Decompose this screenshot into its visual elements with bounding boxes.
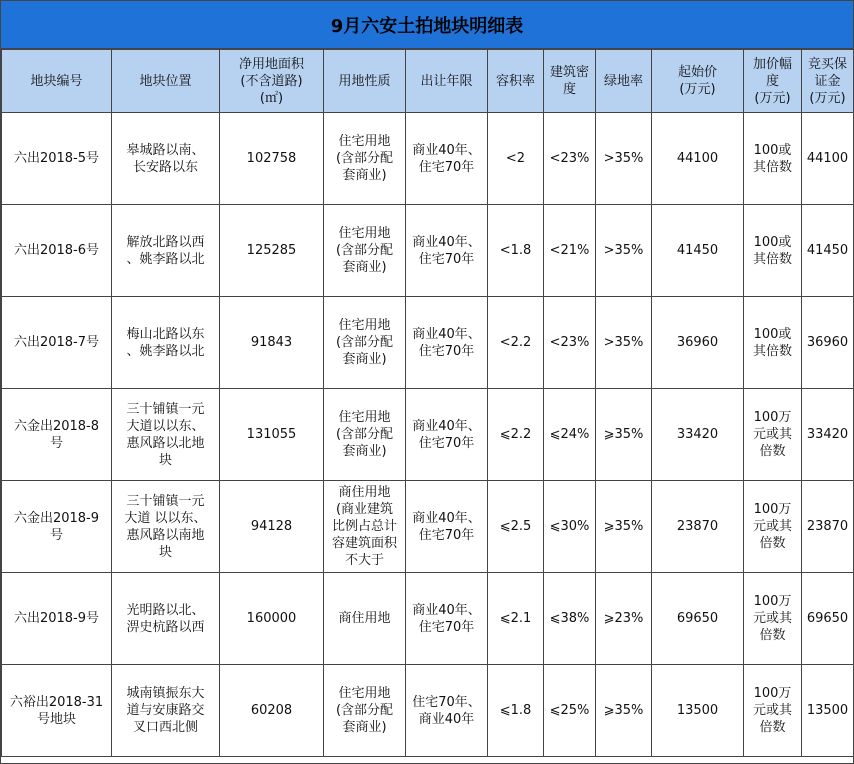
col-green-ratio-cell: ⩾35%	[596, 665, 652, 757]
col-density-cell: ⩽30%	[544, 481, 596, 573]
col-increment-cell: 100万 元或其 倍数	[744, 665, 802, 757]
col-density-cell: <23%	[544, 297, 596, 389]
col-location-cell: 梅山北路以东 、姚李路以北	[112, 297, 220, 389]
col-green-ratio-cell: ⩾23%	[596, 573, 652, 665]
col-green-ratio-cell: >35%	[596, 297, 652, 389]
col-start-price-cell: 44100	[652, 113, 744, 205]
table-row	[2, 573, 854, 665]
col-start-price-cell: 23870	[652, 481, 744, 573]
col-net-area-cell: 125285	[220, 205, 324, 297]
col-term-cell: 商业40年、 住宅70年	[406, 113, 488, 205]
col-start-price-cell: 33420	[652, 389, 744, 481]
col-increment-cell: 100或 其倍数	[744, 205, 802, 297]
col-increment-cell: 100万 元或其 倍数	[744, 389, 802, 481]
col-deposit-cell: 23870	[802, 481, 854, 573]
col-plot-ratio-cell: ⩽2.5	[488, 481, 544, 573]
col-location-cell: 光明路以北、 淠史杭路以西	[112, 573, 220, 665]
col-plot-ratio-cell: <1.8	[488, 205, 544, 297]
col-green-ratio-header: 绿地率	[596, 50, 652, 113]
col-start-price-cell: 69650	[652, 573, 744, 665]
col-green-ratio-cell: >35%	[596, 113, 652, 205]
col-start-price-cell: 41450	[652, 205, 744, 297]
col-term-cell: 商业40年、 住宅70年	[406, 481, 488, 573]
col-parcel-id-cell: 六出2018-5号	[2, 113, 112, 205]
table-row	[2, 481, 854, 573]
table-row	[2, 205, 854, 297]
col-start-price-header: 起始价 (万元)	[652, 50, 744, 113]
col-parcel-id-cell: 六金出2018-8 号	[2, 389, 112, 481]
col-land-use-cell: 住宅用地 (含部分配 套商业)	[324, 389, 406, 481]
col-land-use-cell: 住宅用地 (含部分配 套商业)	[324, 665, 406, 757]
col-land-use-header: 用地性质	[324, 50, 406, 113]
table-row	[2, 665, 854, 757]
col-start-price-cell: 13500	[652, 665, 744, 757]
col-density-cell: ⩽38%	[544, 573, 596, 665]
col-increment-cell: 100或 其倍数	[744, 113, 802, 205]
col-deposit-cell: 41450	[802, 205, 854, 297]
col-parcel-id-header: 地块编号	[2, 50, 112, 113]
col-green-ratio-cell: ⩾35%	[596, 481, 652, 573]
col-green-ratio-cell: ⩾35%	[596, 389, 652, 481]
table-row	[2, 389, 854, 481]
col-net-area-cell: 102758	[220, 113, 324, 205]
col-increment-cell: 100万 元或其 倍数	[744, 481, 802, 573]
col-term-cell: 住宅70年、 商业40年	[406, 665, 488, 757]
col-parcel-id-cell: 六金出2018-9 号	[2, 481, 112, 573]
col-location-header: 地块位置	[112, 50, 220, 113]
table-row	[2, 113, 854, 205]
col-land-use-cell: 住宅用地 (含部分配 套商业)	[324, 205, 406, 297]
header-row	[2, 50, 854, 113]
col-density-header: 建筑密 度	[544, 50, 596, 113]
col-plot-ratio-cell: ⩽2.2	[488, 389, 544, 481]
col-net-area-cell: 60208	[220, 665, 324, 757]
col-location-cell: 皋城路以南、 长安路以东	[112, 113, 220, 205]
col-land-use-cell: 商住用地 (商业建筑 比例占总计 容建筑面积 不大于	[324, 481, 406, 573]
table-body	[2, 113, 854, 757]
col-density-cell: ⩽25%	[544, 665, 596, 757]
col-green-ratio-cell: >35%	[596, 205, 652, 297]
col-deposit-header: 竞买保 证金 (万元)	[802, 50, 854, 113]
col-net-area-header: 净用地面积 (不含道路) (㎡)	[220, 50, 324, 113]
col-land-use-cell: 商住用地	[324, 573, 406, 665]
col-parcel-id-cell: 六出2018-9号	[2, 573, 112, 665]
col-plot-ratio-header: 容积率	[488, 50, 544, 113]
col-plot-ratio-cell: <2.2	[488, 297, 544, 389]
col-plot-ratio-cell: ⩽2.1	[488, 573, 544, 665]
col-term-cell: 商业40年、 住宅70年	[406, 297, 488, 389]
col-location-cell: 城南镇振东大 道与安康路交 叉口西北侧	[112, 665, 220, 757]
col-plot-ratio-cell: ⩽1.8	[488, 665, 544, 757]
col-term-cell: 商业40年、 住宅70年	[406, 573, 488, 665]
col-increment-cell: 100或 其倍数	[744, 297, 802, 389]
col-deposit-cell: 36960	[802, 297, 854, 389]
land-parcel-table	[1, 49, 854, 757]
col-location-cell: 三十铺镇一元 大道 以以东、 惠风路以南地 块	[112, 481, 220, 573]
col-start-price-cell: 36960	[652, 297, 744, 389]
col-deposit-cell: 44100	[802, 113, 854, 205]
col-net-area-cell: 131055	[220, 389, 324, 481]
col-land-use-cell: 住宅用地 (含部分配 套商业)	[324, 297, 406, 389]
col-plot-ratio-cell: <2	[488, 113, 544, 205]
col-deposit-cell: 69650	[802, 573, 854, 665]
col-deposit-cell: 33420	[802, 389, 854, 481]
col-term-cell: 商业40年、 住宅70年	[406, 205, 488, 297]
col-land-use-cell: 住宅用地 (含部分配 套商业)	[324, 113, 406, 205]
col-density-cell: <23%	[544, 113, 596, 205]
table-title: 9月六安土拍地块明细表	[1, 1, 853, 49]
col-parcel-id-cell: 六裕出2018-31 号地块	[2, 665, 112, 757]
col-increment-header: 加价幅 度 (万元)	[744, 50, 802, 113]
col-density-cell: <21%	[544, 205, 596, 297]
col-deposit-cell: 13500	[802, 665, 854, 757]
col-net-area-cell: 91843	[220, 297, 324, 389]
col-net-area-cell: 160000	[220, 573, 324, 665]
col-location-cell: 三十铺镇一元 大道以以东、 惠风路以北地 块	[112, 389, 220, 481]
table-row	[2, 297, 854, 389]
col-increment-cell: 100万 元或其 倍数	[744, 573, 802, 665]
col-density-cell: ⩽24%	[544, 389, 596, 481]
col-term-header: 出让年限	[406, 50, 488, 113]
col-net-area-cell: 94128	[220, 481, 324, 573]
col-parcel-id-cell: 六出2018-6号	[2, 205, 112, 297]
col-parcel-id-cell: 六出2018-7号	[2, 297, 112, 389]
col-term-cell: 商业40年、 住宅70年	[406, 389, 488, 481]
col-location-cell: 解放北路以西 、姚李路以北	[112, 205, 220, 297]
